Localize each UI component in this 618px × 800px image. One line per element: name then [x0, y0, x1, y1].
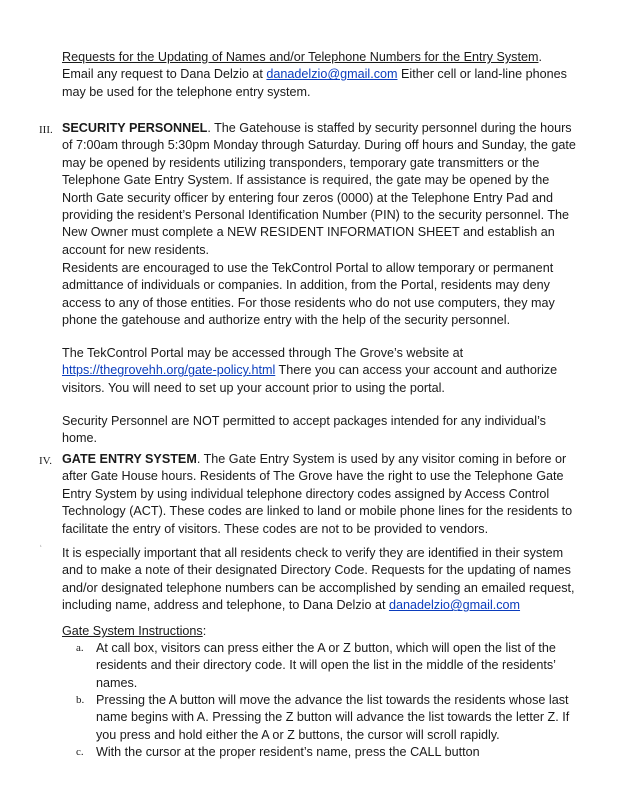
section-3-heading: SECURITY PERSONNEL: [62, 121, 208, 135]
list-text: With the cursor at the proper resident’s name, press the CALL button: [96, 745, 480, 759]
instructions-title: [62, 623, 576, 640]
instructions-title-text: Gate System Instructions: [62, 624, 203, 638]
list-text: At call box, visitors can press either the A or Z button, which will open the list of the residents and their directory code. It will open the list in the middle of the residents’ names.: [96, 641, 556, 690]
portal-paragraph: [62, 260, 576, 330]
portal-text: Residents are encouraged to use the TekControl Portal to allow temporary or permanent admittance of individuals or companies. In addition, from the Portal, residents may deny access to any of those entities. For those residents who do not use computers, they may phone the gatehouse and authorize entry with the help of the security personnel.: [62, 261, 555, 328]
portal-access-text: The TekControl Portal may be accessed through The Grove’s website at: [62, 346, 464, 360]
packages-paragraph: [62, 413, 576, 448]
section-4-heading: GATE ENTRY SYSTEM: [62, 452, 197, 466]
section-3-paragraph: [62, 120, 576, 259]
section-4-numeral: IV.: [39, 455, 52, 467]
list-marker: b.: [76, 694, 85, 706]
directory-text: It is especially important that all residents check to verify they are identified in their system and to make a note of their designated Directory Code. Requests for the updating of names and/or designated telephone numbers can be accomplished by sending an emailed request, including name, address and telephone, to Dana Delzio at: [62, 546, 575, 613]
packages-text: Security Personnel are NOT permitted to accept packages intended for any individual’s home.: [62, 414, 546, 446]
intro-text: . Email any request to Dana Delzio at: [62, 50, 542, 82]
list-marker: a.: [76, 642, 84, 654]
section-3-body: . The Gatehouse is staffed by security personnel during the hours of 7:00am through 5:30pm Monday through Saturday. During off hours and Sunday, the gate may be opened by residents utilizing transponders, temporary gate transmitters or the Telephone Gate Entry System. If assistance is required, the gate may be opened by the North Gate security officer by entering four zeros (0000) at the Telephone Entry Pad and providing the resident’s Personal Identification Number (PIN) to the security personnel. The New Owner must complete a NEW RESIDENT INFORMATION SHEET and establish an account for new residents.: [62, 121, 576, 257]
intro-paragraph: [62, 49, 574, 101]
section-3-numeral: III.: [39, 124, 53, 136]
list-text: Pressing the A button will move the advance the list towards the residents whose last name begins with A. Pressing the Z button will advance the list towards the letter Z. If you press and hold either the A or Z buttons, the cursor will scroll rapidly.: [96, 693, 570, 742]
directory-paragraph: [62, 545, 576, 615]
gate-policy-link[interactable]: https://thegrovehh.org/gate-policy.html: [62, 363, 276, 378]
intro-text-2: Either cell or land-line phones may be used for the telephone entry system.: [62, 67, 567, 99]
intro-heading: Requests for the Updating of Names and/or Telephone Numbers for the Entry System: [62, 50, 539, 64]
email-link[interactable]: danadelzio@gmail.com: [266, 67, 398, 82]
section-4-paragraph: [62, 451, 576, 538]
email-link-2[interactable]: danadelzio@gmail.com: [388, 598, 521, 613]
stray-mark: ¹: [40, 544, 42, 550]
portal-access-paragraph: [62, 345, 576, 397]
instructions-colon: :: [202, 624, 207, 638]
list-marker: c.: [76, 746, 84, 758]
portal-access-text-2: There you can access your account and authorize visitors. You will need to set up your account prior to using the portal.: [62, 363, 558, 395]
section-4-body: . The Gate Entry System is used by any visitor coming in before or after Gate House hours. Residents of The Grove have the right to use the Telephone Gate Entry System by using individual telephone directory codes assigned by Access Control Technology (ACT). These codes are linked to land or mobile phone lines for the residents to facilitate the entry of visitors. These codes are not to be provided to vendors.: [62, 452, 573, 536]
